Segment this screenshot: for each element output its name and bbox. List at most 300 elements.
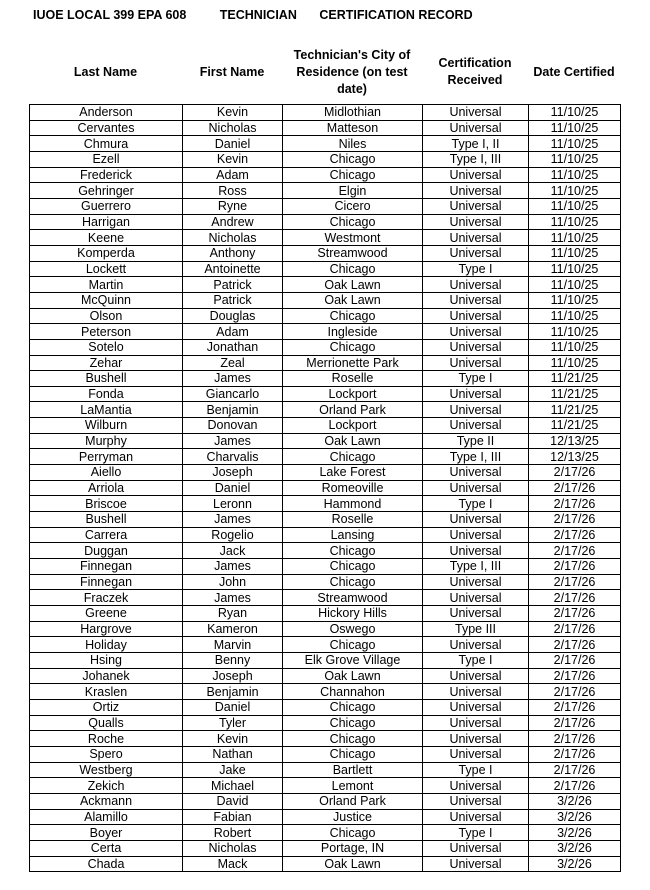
last-name-cell: Wilburn [30,418,183,434]
city-cell: Oak Lawn [283,292,423,308]
table-row [30,245,621,261]
certification-cell: Universal [423,512,529,528]
certification-table [29,104,621,872]
last-name-cell: Duggan [30,543,183,559]
first-name-cell: Marvin [183,637,283,653]
last-name-cell: Holiday [30,637,183,653]
certification-cell: Universal [423,183,529,199]
certification-cell: Universal [423,167,529,183]
certification-cell: Type I [423,371,529,387]
date-cell: 11/10/25 [529,136,621,152]
city-cell: Niles [283,136,423,152]
table-row [30,856,621,872]
last-name-cell: Zekich [30,778,183,794]
header-technician: TECHNICIAN [219,8,297,22]
certification-cell: Universal [423,840,529,856]
table-row [30,480,621,496]
last-name-cell: Ortiz [30,699,183,715]
table-row [30,402,621,418]
city-cell: Elgin [283,183,423,199]
first-name-cell: Benny [183,652,283,668]
table-row [30,198,621,214]
date-cell: 2/17/26 [529,668,621,684]
date-cell: 3/2/26 [529,840,621,856]
date-cell: 11/10/25 [529,261,621,277]
city-cell: Lockport [283,418,423,434]
table-row [30,715,621,731]
certification-cell: Universal [423,418,529,434]
table-row [30,606,621,622]
city-cell: Roselle [283,512,423,528]
certification-cell: Universal [423,637,529,653]
certification-cell: Universal [423,668,529,684]
table-row [30,762,621,778]
last-name-cell: Sotelo [30,339,183,355]
city-cell: Lemont [283,778,423,794]
first-name-cell: Daniel [183,480,283,496]
certification-cell: Universal [423,856,529,872]
certification-cell: Universal [423,793,529,809]
last-name-cell: Bushell [30,371,183,387]
date-cell: 11/10/25 [529,214,621,230]
date-cell: 2/17/26 [529,652,621,668]
certification-cell: Universal [423,590,529,606]
last-name-cell: Ezell [30,151,183,167]
last-name-cell: Hargrove [30,621,183,637]
table-row [30,418,621,434]
date-cell: 2/17/26 [529,574,621,590]
last-name-cell: Finnegan [30,559,183,575]
certification-cell: Type I, II [423,136,529,152]
city-cell: Ingleside [283,324,423,340]
date-cell: 2/17/26 [529,606,621,622]
first-name-cell: Joseph [183,668,283,684]
first-name-cell: Michael [183,778,283,794]
certification-cell: Universal [423,105,529,121]
city-cell: Westmont [283,230,423,246]
date-cell: 11/10/25 [529,230,621,246]
last-name-cell: Lockett [30,261,183,277]
certification-cell: Type I [423,652,529,668]
first-name-cell: Adam [183,324,283,340]
city-cell: Midlothian [283,105,423,121]
last-name-cell: Bushell [30,512,183,528]
first-name-cell: Andrew [183,214,283,230]
column-header-last-name: Last Name [73,64,138,79]
city-cell: Chicago [283,308,423,324]
certification-cell: Type I [423,496,529,512]
table-row [30,449,621,465]
first-name-cell: Leronn [183,496,283,512]
first-name-cell: Kameron [183,621,283,637]
date-cell: 11/10/25 [529,355,621,371]
city-cell: Chicago [283,715,423,731]
date-cell: 2/17/26 [529,496,621,512]
table-row [30,793,621,809]
date-cell: 3/2/26 [529,793,621,809]
first-name-cell: Mack [183,856,283,872]
date-cell: 2/17/26 [529,731,621,747]
column-header-date: Date Certified [533,64,615,79]
table-row [30,230,621,246]
date-cell: 2/17/26 [529,465,621,481]
table-row [30,465,621,481]
last-name-cell: Murphy [30,433,183,449]
date-cell: 11/10/25 [529,292,621,308]
last-name-cell: Qualls [30,715,183,731]
table-row [30,684,621,700]
column-headers [29,44,620,100]
last-name-cell: Roche [30,731,183,747]
last-name-cell: Boyer [30,825,183,841]
city-cell: Chicago [283,637,423,653]
date-cell: 11/10/25 [529,245,621,261]
first-name-cell: Patrick [183,292,283,308]
first-name-cell: Giancarlo [183,386,283,402]
last-name-cell: Anderson [30,105,183,121]
table-row [30,167,621,183]
first-name-cell: Nicholas [183,230,283,246]
city-cell: Matteson [283,120,423,136]
last-name-cell: Frederick [30,167,183,183]
certification-cell: Universal [423,230,529,246]
table-row [30,746,621,762]
last-name-cell: Hsing [30,652,183,668]
last-name-cell: Alamillo [30,809,183,825]
date-cell: 11/10/25 [529,167,621,183]
certification-cell: Universal [423,684,529,700]
certification-cell: Universal [423,574,529,590]
date-cell: 11/10/25 [529,183,621,199]
first-name-cell: Kevin [183,105,283,121]
table-row [30,105,621,121]
table-row [30,308,621,324]
certification-cell: Universal [423,606,529,622]
first-name-cell: Rogelio [183,527,283,543]
last-name-cell: Spero [30,746,183,762]
date-cell: 2/17/26 [529,684,621,700]
date-cell: 2/17/26 [529,762,621,778]
table-row [30,496,621,512]
date-cell: 11/10/25 [529,120,621,136]
certification-cell: Universal [423,699,529,715]
table-row [30,559,621,575]
table-row [30,277,621,293]
date-cell: 2/17/26 [529,512,621,528]
last-name-cell: Kraslen [30,684,183,700]
first-name-cell: James [183,559,283,575]
city-cell: Chicago [283,449,423,465]
date-cell: 11/10/25 [529,151,621,167]
city-cell: Chicago [283,261,423,277]
date-cell: 2/17/26 [529,637,621,653]
first-name-cell: Ryne [183,198,283,214]
table-row [30,778,621,794]
city-cell: Hickory Hills [283,606,423,622]
first-name-cell: Benjamin [183,402,283,418]
last-name-cell: Harrigan [30,214,183,230]
city-cell: Chicago [283,214,423,230]
certification-cell: Universal [423,809,529,825]
city-cell: Romeoville [283,480,423,496]
certification-cell: Universal [423,402,529,418]
first-name-cell: Jonathan [183,339,283,355]
date-cell: 11/10/25 [529,198,621,214]
table-row [30,433,621,449]
column-header-first-name: First Name [199,64,265,79]
city-cell: Cicero [283,198,423,214]
first-name-cell: David [183,793,283,809]
city-cell: Bartlett [283,762,423,778]
last-name-cell: McQuinn [30,292,183,308]
date-cell: 11/21/25 [529,386,621,402]
last-name-cell: Martin [30,277,183,293]
table-row [30,371,621,387]
table-row [30,339,621,355]
last-name-cell: Peterson [30,324,183,340]
first-name-cell: Fabian [183,809,283,825]
city-cell: Chicago [283,574,423,590]
date-cell: 12/13/25 [529,433,621,449]
document-header [33,8,473,22]
first-name-cell: Adam [183,167,283,183]
table-body [30,105,621,872]
first-name-cell: Ryan [183,606,283,622]
first-name-cell: Zeal [183,355,283,371]
date-cell: 3/2/26 [529,809,621,825]
last-name-cell: Carrera [30,527,183,543]
first-name-cell: Kevin [183,151,283,167]
city-cell: Chicago [283,167,423,183]
first-name-cell: Robert [183,825,283,841]
date-cell: 2/17/26 [529,590,621,606]
certification-cell: Universal [423,543,529,559]
certification-cell: Universal [423,214,529,230]
certification-cell: Universal [423,245,529,261]
date-cell: 2/17/26 [529,746,621,762]
city-cell: Oswego [283,621,423,637]
date-cell: 2/17/26 [529,715,621,731]
table-row [30,527,621,543]
city-cell: Chicago [283,559,423,575]
first-name-cell: John [183,574,283,590]
table-row [30,809,621,825]
certification-cell: Universal [423,120,529,136]
city-cell: Portage, IN [283,840,423,856]
city-cell: Oak Lawn [283,277,423,293]
table-row [30,543,621,559]
city-cell: Oak Lawn [283,856,423,872]
table-row [30,120,621,136]
table-row [30,668,621,684]
certification-cell: Universal [423,527,529,543]
last-name-cell: Olson [30,308,183,324]
table-row [30,512,621,528]
first-name-cell: Ross [183,183,283,199]
city-cell: Chicago [283,543,423,559]
first-name-cell: Nathan [183,746,283,762]
date-cell: 11/21/25 [529,418,621,434]
first-name-cell: Daniel [183,699,283,715]
city-cell: Lansing [283,527,423,543]
table-row [30,324,621,340]
last-name-cell: Fonda [30,386,183,402]
table-row [30,214,621,230]
certification-cell: Type I [423,762,529,778]
date-cell: 11/10/25 [529,105,621,121]
certification-cell: Type I, III [423,449,529,465]
first-name-cell: James [183,433,283,449]
first-name-cell: Daniel [183,136,283,152]
date-cell: 11/10/25 [529,277,621,293]
certification-cell: Type II [423,433,529,449]
last-name-cell: Fraczek [30,590,183,606]
first-name-cell: Kevin [183,731,283,747]
certification-cell: Universal [423,198,529,214]
last-name-cell: Ackmann [30,793,183,809]
city-cell: Chicago [283,825,423,841]
city-cell: Hammond [283,496,423,512]
last-name-cell: Aiello [30,465,183,481]
certification-cell: Universal [423,277,529,293]
date-cell: 2/17/26 [529,699,621,715]
certification-cell: Universal [423,308,529,324]
last-name-cell: Chada [30,856,183,872]
certification-cell: Universal [423,355,529,371]
last-name-cell: Perryman [30,449,183,465]
first-name-cell: Jake [183,762,283,778]
first-name-cell: James [183,512,283,528]
first-name-cell: Charvalis [183,449,283,465]
table-row [30,355,621,371]
last-name-cell: Komperda [30,245,183,261]
last-name-cell: Chmura [30,136,183,152]
certification-cell: Universal [423,324,529,340]
table-row [30,574,621,590]
city-cell: Chicago [283,699,423,715]
last-name-cell: Cervantes [30,120,183,136]
city-cell: Oak Lawn [283,668,423,684]
certification-cell: Universal [423,292,529,308]
table-row [30,699,621,715]
certification-cell: Type I, III [423,151,529,167]
certification-cell: Universal [423,465,529,481]
city-cell: Orland Park [283,402,423,418]
last-name-cell: Guerrero [30,198,183,214]
last-name-cell: Certa [30,840,183,856]
date-cell: 2/17/26 [529,543,621,559]
city-cell: Streamwood [283,590,423,606]
date-cell: 11/21/25 [529,402,621,418]
first-name-cell: Donovan [183,418,283,434]
certification-cell: Type I [423,825,529,841]
column-header-city: Technician's City of Residence (on test date) [293,47,411,96]
table-row [30,590,621,606]
city-cell: Chicago [283,731,423,747]
date-cell: 2/17/26 [529,621,621,637]
table-row [30,136,621,152]
last-name-cell: Johanek [30,668,183,684]
last-name-cell: Finnegan [30,574,183,590]
city-cell: Chicago [283,151,423,167]
last-name-cell: Gehringer [30,183,183,199]
first-name-cell: Benjamin [183,684,283,700]
date-cell: 3/2/26 [529,825,621,841]
city-cell: Justice [283,809,423,825]
column-header-certification: Certification Received [438,56,512,87]
date-cell: 11/10/25 [529,308,621,324]
city-cell: Oak Lawn [283,433,423,449]
certification-cell: Universal [423,746,529,762]
first-name-cell: James [183,371,283,387]
date-cell: 2/17/26 [529,559,621,575]
first-name-cell: Antoinette [183,261,283,277]
city-cell: Orland Park [283,793,423,809]
table-row [30,652,621,668]
first-name-cell: Nicholas [183,120,283,136]
first-name-cell: James [183,590,283,606]
city-cell: Elk Grove Village [283,652,423,668]
certification-cell: Universal [423,339,529,355]
city-cell: Streamwood [283,245,423,261]
certification-cell: Universal [423,731,529,747]
date-cell: 2/17/26 [529,527,621,543]
first-name-cell: Anthony [183,245,283,261]
city-cell: Lake Forest [283,465,423,481]
first-name-cell: Patrick [183,277,283,293]
table-row [30,292,621,308]
first-name-cell: Joseph [183,465,283,481]
date-cell: 2/17/26 [529,778,621,794]
table-row [30,637,621,653]
date-cell: 2/17/26 [529,480,621,496]
table-row [30,731,621,747]
certification-cell: Type I, III [423,559,529,575]
certification-cell: Type III [423,621,529,637]
table-row [30,825,621,841]
certification-cell: Universal [423,778,529,794]
last-name-cell: Zehar [30,355,183,371]
first-name-cell: Tyler [183,715,283,731]
table-row [30,151,621,167]
city-cell: Chicago [283,339,423,355]
header-org: IUOE LOCAL 399 EPA 608 [33,8,187,22]
city-cell: Channahon [283,684,423,700]
certification-cell: Universal [423,715,529,731]
table-row [30,386,621,402]
date-cell: 3/2/26 [529,856,621,872]
city-cell: Lockport [283,386,423,402]
date-cell: 11/10/25 [529,324,621,340]
last-name-cell: LaMantia [30,402,183,418]
table-row [30,261,621,277]
city-cell: Roselle [283,371,423,387]
city-cell: Merrionette Park [283,355,423,371]
first-name-cell: Nicholas [183,840,283,856]
first-name-cell: Jack [183,543,283,559]
first-name-cell: Douglas [183,308,283,324]
date-cell: 11/21/25 [529,371,621,387]
last-name-cell: Greene [30,606,183,622]
table-row [30,183,621,199]
certification-cell: Universal [423,480,529,496]
header-record: CERTIFICATION RECORD [319,8,473,22]
date-cell: 12/13/25 [529,449,621,465]
table-row [30,840,621,856]
last-name-cell: Keene [30,230,183,246]
table-row [30,621,621,637]
date-cell: 11/10/25 [529,339,621,355]
